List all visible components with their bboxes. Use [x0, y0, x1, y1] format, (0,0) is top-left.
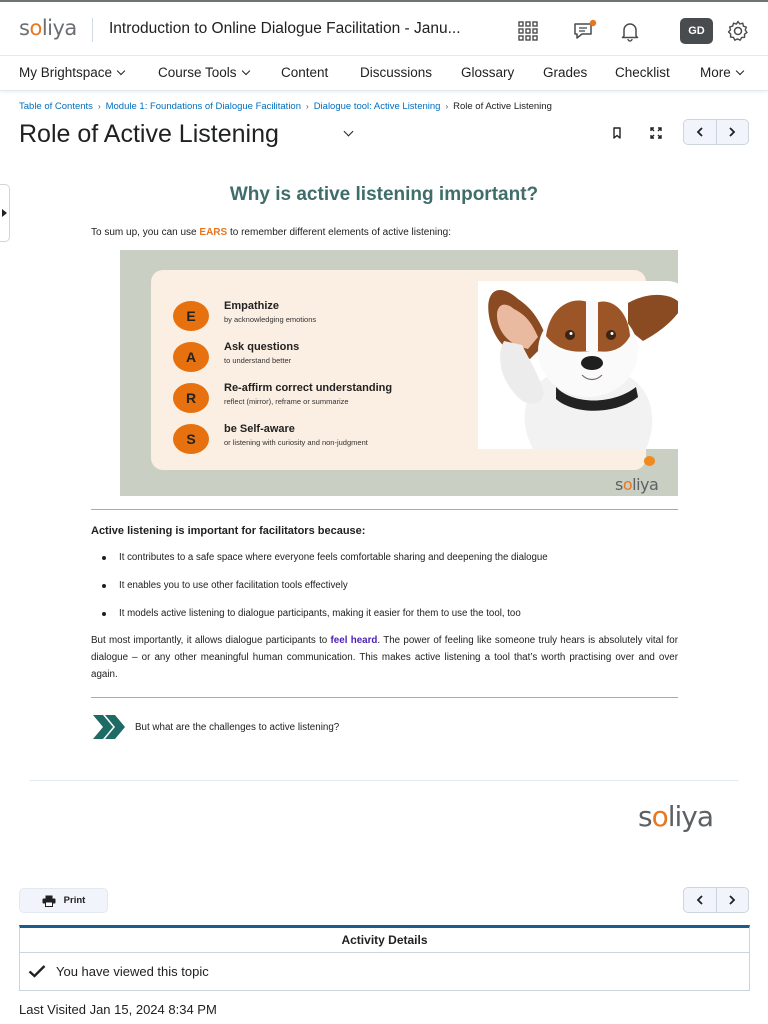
reasons-list [91, 551, 548, 635]
ears-row [173, 383, 473, 417]
ears-row [173, 424, 473, 458]
decorative-dot [644, 456, 655, 466]
printer-icon [42, 895, 56, 907]
ears-letter-badge: R [173, 383, 209, 413]
ears-letter-badge: A [173, 342, 209, 372]
section-divider [91, 509, 678, 510]
nav-discussions[interactable]: Discussions [360, 65, 433, 80]
course-navbar [0, 57, 768, 91]
ears-title: Ask questions [224, 341, 300, 353]
ears-title: Re-affirm correct understanding [224, 382, 393, 394]
chevron-down-icon [241, 67, 249, 75]
logo-divider [92, 18, 93, 42]
nav-more[interactable]: More [700, 65, 743, 80]
chat-alert-icon[interactable] [572, 18, 598, 44]
chevron-right-icon: › [445, 102, 449, 111]
nav-course-tools[interactable]: Course Tools [158, 65, 249, 80]
soliya-footer-logo: soliya [638, 800, 714, 833]
activity-details-panel [19, 925, 750, 991]
ears-title: Empathize [224, 300, 280, 312]
breadcrumb-link[interactable]: Module 1: Foundations of Dialogue Facilitation [105, 101, 302, 112]
checkmark-icon [28, 964, 46, 978]
fullscreen-icon[interactable] [647, 124, 665, 142]
soliya-logo[interactable]: soliya [19, 16, 77, 40]
ears-letter-badge: S [173, 424, 209, 454]
chevron-right-icon: › [306, 102, 309, 111]
next-section-link-label: But what are the challenges to active listening? [135, 721, 340, 733]
top-bar [0, 0, 768, 56]
ears-letter-badge: E [173, 301, 209, 331]
previous-topic-button[interactable] [684, 120, 716, 144]
ears-subtitle: to understand better [224, 356, 292, 365]
activity-status-row [20, 953, 749, 989]
chevron-down-icon [117, 67, 125, 75]
ears-row [173, 301, 473, 335]
content-divider [30, 780, 738, 781]
nav-checklist[interactable]: Checklist [615, 65, 670, 80]
double-chevron-right-icon [91, 713, 127, 741]
chevron-left-icon [696, 127, 704, 137]
nav-glossary[interactable]: Glossary [461, 65, 515, 80]
breadcrumb-current: Role of Active Listening [453, 101, 552, 112]
soliya-logo-image: soliya [615, 475, 659, 494]
nav-content[interactable]: Content [281, 65, 329, 80]
content-heading: Why is active listening important? [229, 184, 539, 205]
page-title: Role of Active Listening [19, 120, 279, 148]
course-title[interactable]: Introduction to Online Dialogue Facilitation - Janu... [109, 20, 461, 37]
list-item: It contributes to a safe space where everyone feels comfortable sharing and deepening the dialogue [91, 551, 548, 579]
activity-status-text: You have viewed this topic [56, 963, 209, 979]
chevron-down-icon [736, 67, 744, 75]
topic-pager-bottom [683, 887, 749, 913]
ears-subtitle: reflect (mirror), reframe or summarize [224, 397, 349, 406]
ears-title: be Self-aware [224, 423, 295, 435]
ears-card [151, 270, 646, 470]
ears-subtitle: by acknowledging emotions [224, 315, 317, 324]
bookmark-icon[interactable] [608, 124, 626, 142]
summary-paragraph: But most importantly, it allows dialogue participants to feel heard. The power of feeling like someone truly hears is absolutely vital for dialogue – or any other meaningful human communication. This makes active listening a tool that’s worth practising over and over again. [91, 635, 678, 680]
print-button[interactable]: Print [19, 888, 108, 913]
topic-pager-top [683, 119, 749, 145]
breadcrumb-link[interactable]: Table of Contents [19, 101, 93, 112]
last-visited-text: Last Visited Jan 15, 2024 8:34 PM [19, 1002, 217, 1017]
chevron-right-icon: › [97, 102, 101, 111]
gear-icon[interactable] [725, 18, 751, 44]
section-subheading: Active listening is important for facilitators because: [91, 525, 366, 537]
intro-text: To sum up, you can use EARS to remember different elements of active listening: [91, 227, 452, 238]
nav-my-brightspace[interactable]: My Brightspace [19, 65, 124, 80]
caret-right-icon [2, 209, 7, 217]
ears-row [173, 342, 473, 376]
next-section-link[interactable] [91, 712, 339, 742]
breadcrumb-link[interactable]: Dialogue tool: Active Listening [313, 101, 441, 112]
nav-grades[interactable]: Grades [543, 65, 588, 80]
listening-dog-photo [478, 281, 678, 449]
chevron-right-icon [728, 127, 736, 137]
chevron-right-icon [728, 895, 736, 905]
user-avatar[interactable]: GD [680, 18, 713, 44]
ears-subtitle: or listening with curiosity and non-judgment [224, 438, 368, 447]
chevron-left-icon [696, 895, 704, 905]
title-dropdown-chevron-icon[interactable] [344, 127, 354, 137]
breadcrumb [19, 101, 552, 112]
list-item: It models active listening to dialogue participants, making it easier for them to use the tool, too [91, 607, 548, 635]
next-topic-button[interactable] [716, 120, 749, 144]
previous-topic-button[interactable] [684, 888, 716, 912]
ears-infographic [120, 250, 678, 496]
list-item: It enables you to use other facilitation tools effectively [91, 579, 548, 607]
bell-icon[interactable] [617, 18, 643, 44]
activity-details-title: Activity Details [20, 928, 749, 953]
waffle-icon[interactable] [515, 18, 541, 44]
next-topic-button[interactable] [716, 888, 749, 912]
section-divider [91, 697, 678, 698]
